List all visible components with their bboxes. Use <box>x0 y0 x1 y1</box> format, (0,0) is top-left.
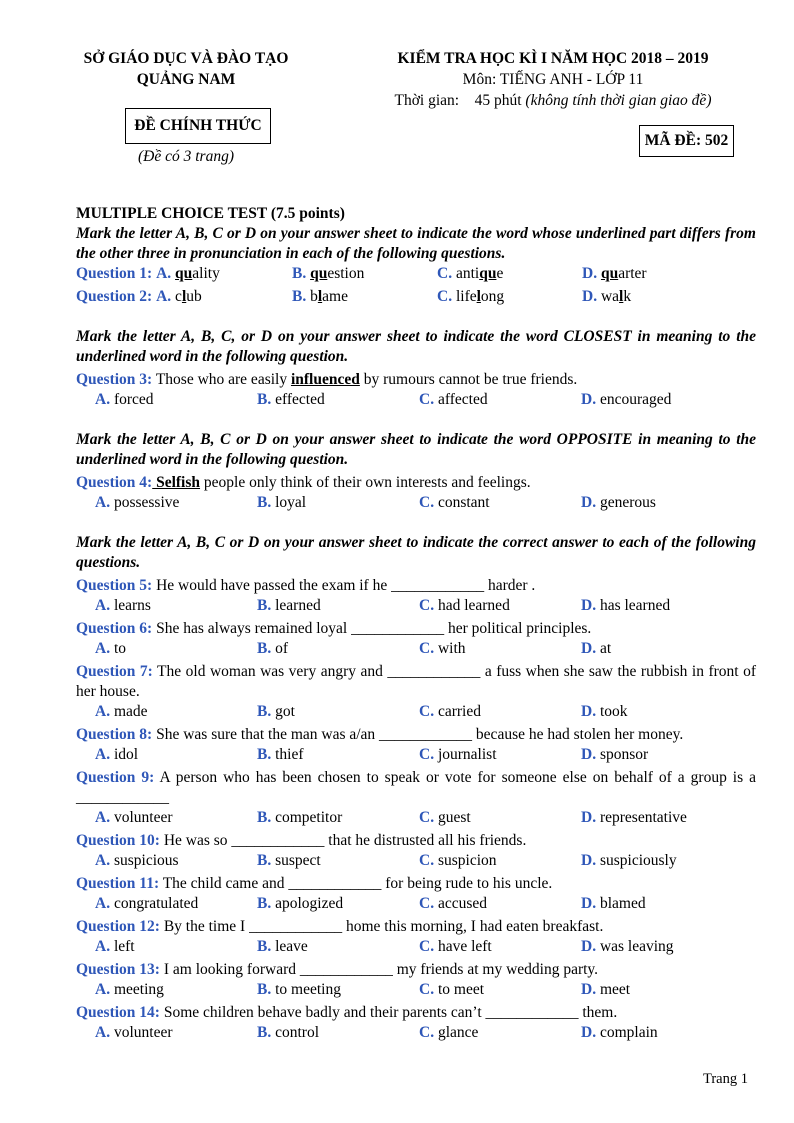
department-line1: SỞ GIÁO DỤC VÀ ĐÀO TẠO <box>83 50 289 67</box>
q13-option-d: D. meet <box>581 981 631 998</box>
q6-option-c: C. with <box>419 640 466 657</box>
instruction-pronunciation: Mark the letter A, B, C or D on your answer sheet to indicate the word whose underlined part differs from the other three in pronunciation in each of the following questions. <box>76 225 756 262</box>
q7-option-b: B. got <box>257 703 295 720</box>
q9-option-b: B. competitor <box>257 809 343 826</box>
q7-option-a: A. made <box>95 703 148 720</box>
q5-option-c: C. had learned <box>419 597 510 614</box>
section-title: MULTIPLE CHOICE TEST (7.5 points) <box>76 205 345 222</box>
q12-options <box>76 937 756 957</box>
q7-options <box>76 702 756 722</box>
q5-option-b: B. learned <box>257 597 321 614</box>
q5-option-d: D. has learned <box>581 597 671 614</box>
q13-option-c: C. to meet <box>419 981 485 998</box>
q11-option-a: A. congratulated <box>95 895 199 912</box>
q7-option-c: C. carried <box>419 703 481 720</box>
q14-option-d: D. complain <box>581 1024 658 1041</box>
q10-option-b: B. suspect <box>257 852 321 869</box>
q2-option-c: C. lifelong <box>437 288 505 305</box>
question-4: Question 4: Selfish people only think of their own interests and feelings. <box>76 474 531 491</box>
q4-option-d: D. generous <box>581 494 656 511</box>
question-2 <box>76 287 756 307</box>
q10-option-d: D. suspiciously <box>581 852 677 869</box>
instruction-correct-answer: Mark the letter A, B, C or D on your answer sheet to indicate the correct answer to each of the following questions. <box>76 534 756 571</box>
q6-option-b: B. of <box>257 640 289 657</box>
q1-option-a: Question 1: A. quality <box>76 265 220 282</box>
q8-option-d: D. sponsor <box>581 746 649 763</box>
q6-option-a: A. to <box>95 640 127 657</box>
q9-option-c: C. guest <box>419 809 471 826</box>
department-header <box>66 48 306 90</box>
q6-options <box>76 639 756 659</box>
q7-option-d: D. took <box>581 703 628 720</box>
q10-option-c: C. suspicion <box>419 852 497 869</box>
question-11: Question 11: The child came and ____________ for being rude to his uncle. <box>76 875 553 892</box>
department-line2: QUẢNG NAM <box>136 71 236 88</box>
q12-option-d: D. was leaving <box>581 938 674 955</box>
exam-code-box: MÃ ĐỀ: 502 <box>639 125 734 157</box>
q10-options <box>76 851 756 871</box>
exam-header <box>365 48 741 111</box>
page-number: Trang 1 <box>703 1071 748 1087</box>
q11-option-c: C. accused <box>419 895 488 912</box>
q11-option-b: B. apologized <box>257 895 344 912</box>
question-6: Question 6: She has always remained loyal ____________ her political principles. <box>76 620 592 637</box>
q12-option-b: B. leave <box>257 938 308 955</box>
q3-option-c: C. affected <box>419 391 488 408</box>
q14-option-b: B. control <box>257 1024 319 1041</box>
question-14: Question 14: Some children behave badly and their parents can’t ____________ them. <box>76 1004 618 1021</box>
q8-option-c: C. journalist <box>419 746 497 763</box>
exam-time <box>365 90 741 111</box>
question-12: Question 12: By the time I ____________ home this morning, I had eaten breakfast. <box>76 918 604 935</box>
q3-option-d: D. encouraged <box>581 391 672 408</box>
q14-option-a: A. volunteer <box>95 1024 173 1041</box>
question-8: Question 8: She was sure that the man was a/an ____________ because he had stolen her money. <box>76 726 684 743</box>
official-exam-box: ĐỀ CHÍNH THỨC <box>125 108 271 144</box>
q5-option-a: A. learns <box>95 597 151 614</box>
q9-option-a: A. volunteer <box>95 809 173 826</box>
q8-options <box>76 745 756 765</box>
exam-subject: Môn: TIẾNG ANH - LỚP 11 <box>462 71 644 88</box>
q13-option-b: B. to meeting <box>257 981 341 998</box>
q1-option-b: B. question <box>292 265 365 282</box>
q5-options <box>76 596 756 616</box>
question-13: Question 13: I am looking forward ____________ my friends at my wedding party. <box>76 961 599 978</box>
q2-option-d: D. walk <box>582 288 632 305</box>
q11-options <box>76 894 756 914</box>
q4-options <box>76 493 756 513</box>
q6-option-d: D. at <box>581 640 612 657</box>
q13-options <box>76 980 756 1000</box>
q9-option-d: D. representative <box>581 809 687 826</box>
q13-option-a: A. meeting <box>95 981 164 998</box>
question-1 <box>76 264 756 284</box>
q3-option-b: B. effected <box>257 391 325 408</box>
q14-options <box>76 1023 756 1043</box>
exam-title: KIỂM TRA HỌC KÌ I NĂM HỌC 2018 – 2019 <box>397 50 709 67</box>
question-3: Question 3: Those who are easily influenced by rumours cannot be true friends. <box>76 371 578 388</box>
question-list <box>76 576 756 1043</box>
time-note: (không tính thời gian giao đề) <box>525 92 712 109</box>
question-5: Question 5: He would have passed the exam if he ____________ harder . <box>76 577 536 594</box>
q1-option-c: C. antique <box>437 265 504 282</box>
q12-option-c: C. have left <box>419 938 492 955</box>
instruction-closest: Mark the letter A, B, C, or D on your answer sheet to indicate the word CLOSEST in meaning to the underlined word in the following question. <box>76 328 756 365</box>
q1-option-d: D. quarter <box>582 265 647 282</box>
exam-content <box>76 204 756 1043</box>
q3-options <box>76 390 756 410</box>
q10-option-a: A. suspicious <box>95 852 179 869</box>
q3-option-a: A. forced <box>95 391 154 408</box>
q4-option-b: B. loyal <box>257 494 307 511</box>
q2-option-b: B. blame <box>292 288 348 305</box>
q8-option-a: A. idol <box>95 746 139 763</box>
q14-option-c: C. glance <box>419 1024 479 1041</box>
q12-option-a: A. left <box>95 938 135 955</box>
time-label: Thời gian: 45 phút <box>394 92 526 109</box>
q9-options <box>76 808 756 828</box>
page-count-note: (Đề có 3 trang) <box>138 148 234 165</box>
question-9: Question 9: A person who has been chosen to speak or vote for someone else on behalf of a group is a ____________ <box>76 769 757 806</box>
q4-option-c: C. constant <box>419 494 490 511</box>
question-7: Question 7: The old woman was very angry and ____________ a fuss when she saw the rubbish in front of her house. <box>76 663 756 700</box>
q4-option-a: A. possessive <box>95 494 180 511</box>
q8-option-b: B. thief <box>257 746 304 763</box>
question-10: Question 10: He was so ____________ that he distrusted all his friends. <box>76 832 527 849</box>
instruction-opposite: Mark the letter A, B, C or D on your answer sheet to indicate the word OPPOSITE in meaning to the underlined word in the following question. <box>76 431 756 468</box>
q2-option-a: Question 2: A. club <box>76 288 202 305</box>
q11-option-d: D. blamed <box>581 895 646 912</box>
